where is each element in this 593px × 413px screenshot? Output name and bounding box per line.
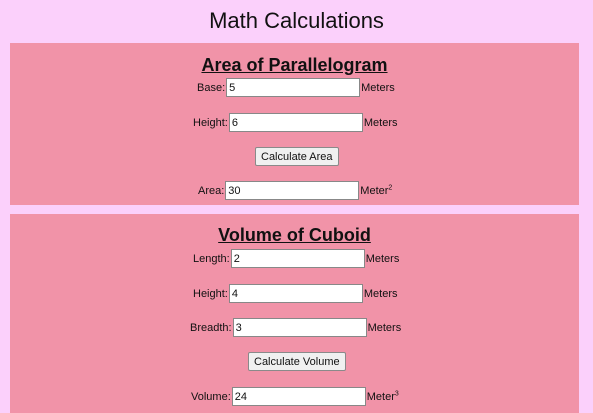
base-unit: Meters (361, 81, 395, 94)
parallelogram-panel (10, 43, 579, 205)
volume-unit-exponent: 3 (394, 389, 399, 397)
cuboid-heading: Volume of Cuboid (218, 225, 371, 245)
calculate-area-button[interactable]: Calculate Area (255, 147, 339, 166)
area-label: Area: (198, 184, 225, 197)
cuboid-panel (10, 214, 579, 413)
volume-row (191, 387, 399, 406)
area-unit (360, 185, 392, 197)
volume-unit-text: Meter (366, 390, 395, 403)
breadth-row (190, 318, 401, 337)
breadth-unit: Meters (367, 321, 402, 334)
length-input[interactable] (231, 249, 365, 268)
cuboid-height-input[interactable] (229, 284, 363, 303)
parallelogram-height-label: Height: (193, 116, 228, 129)
area-row (198, 181, 392, 200)
base-row (197, 78, 395, 97)
volume-unit (367, 391, 399, 403)
length-label: Length: (193, 252, 230, 265)
volume-label: Volume: (191, 390, 231, 403)
breadth-label: Breadth: (190, 321, 232, 334)
area-output[interactable] (225, 181, 359, 200)
area-unit-text: Meter (360, 184, 389, 197)
calculate-volume-button[interactable]: Calculate Volume (248, 352, 346, 371)
volume-output[interactable] (232, 387, 366, 406)
parallelogram-height-input[interactable] (229, 113, 363, 132)
breadth-input[interactable] (233, 318, 367, 337)
area-unit-exponent: 2 (388, 183, 393, 191)
parallelogram-height-row (193, 113, 397, 132)
base-input[interactable] (226, 78, 360, 97)
length-unit: Meters (365, 252, 400, 265)
length-row (193, 249, 399, 268)
cuboid-height-row (193, 284, 397, 303)
page-title: Math Calculations (209, 8, 384, 33)
base-label: Base: (197, 81, 226, 94)
parallelogram-height-unit: Meters (363, 116, 398, 129)
cuboid-height-label: Height: (193, 287, 228, 300)
cuboid-height-unit: Meters (363, 287, 398, 300)
parallelogram-heading: Area of Parallelogram (201, 55, 388, 75)
